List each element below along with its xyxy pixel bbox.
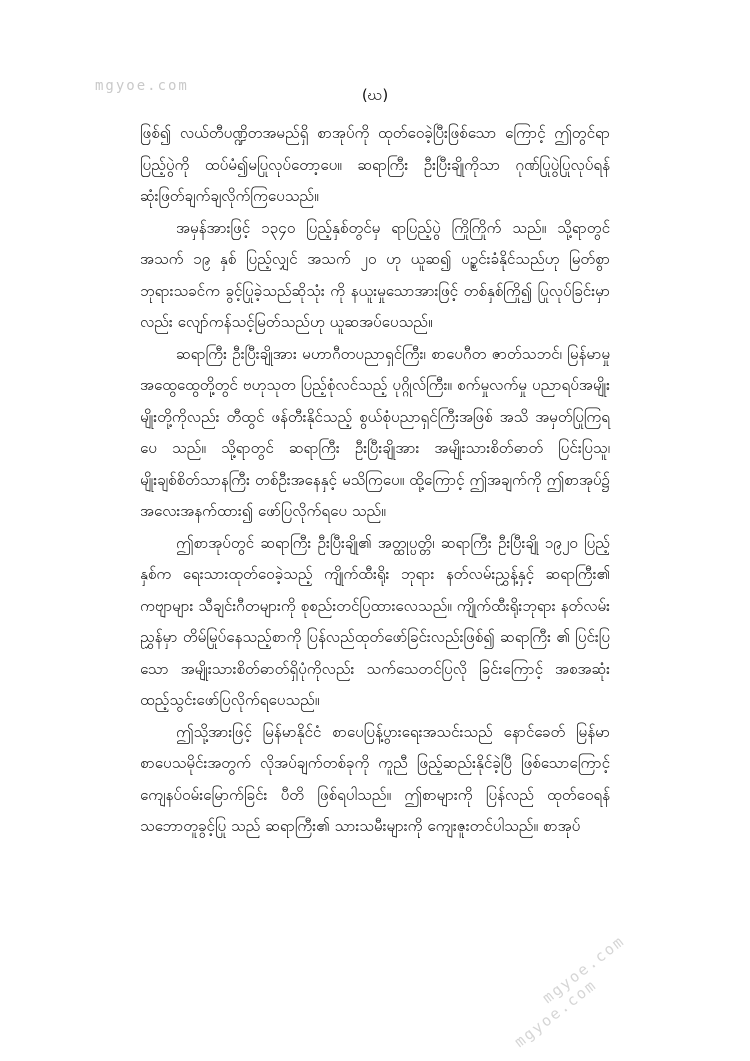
paragraph: ဤစာအုပ်တွင် ဆရာကြီး ဦးပြီးချို၏ အတ္ထုပ္ပတ္တိ၊ ဆရာကြီး ဦးပြီးချို ၁၉၂၀ ပြည့်နှစ်က ရေးသားထုတ်ဝေခဲ့သည့် ကျိုက်ထီးရိုး ဘုရား နတ်လမ်းညွှန့်နှင့် ဆရာကြီး၏ ကဗျာများ သီချင်းဂီတများကို စုစည်းတင်ပြထားလေသည်။ ကျိုက်ထီးရိုးဘုရား နတ်လမ်းညွှန်မှာ တိမ်မြုပ်နေသည့်စာကို ပြန်လည်ထုတ်ဖော်ခြင်းလည်းဖြစ်၍ ဆရာကြီး ၏ ပြင်းပြသော အမျိုးသားစိတ်ဓာတ်ရှိပုံကိုလည်း သက်သေတင်ပြလို ခြင်းကြောင့် အစအဆုံး ထည့်သွင်းဖော်ပြလိုက်ရပေသည်။: [140, 533, 610, 709]
body-text: [140, 118, 610, 843]
watermark-bottom-line-2: mgyoe.com: [510, 975, 601, 1051]
paragraph: အမှန်အားဖြင့် ၁၃၄၀ ပြည့်နှစ်တွင်မှ ရာပြည့်ပွဲ ကြိုကြိုက် သည်။ သို့ရာတွင် အသက် ၁၉ နှစ် ပြည့်လျှင် အသက် ၂၀ ဟု ယူဆ၍ ပဉ္စင်းခံနိုင်သည်ဟု မြတ်စွာ ဘုရားသခင်က ခွင့်ပြုခဲ့သည်ဆိုသုံး ကို နယူးမှုသောအားဖြင့် တစ်နှစ်ကြို၍ ပြုလုပ်ခြင်းမှာလည်း လျော်ကန်သင့်မြတ်သည်ဟု ယူဆအပ်ပေသည်။: [140, 218, 610, 331]
watermark-top: mgyoe.com: [95, 78, 189, 94]
paragraph: ဖြစ်၍ လယ်တီပဏ္ဍိတအမည်ရှိ စာအုပ်ကို ထုတ်ဝေခဲ့ပြီးဖြစ်သော ကြောင့် ဤတွင်ရာပြည့်ပွဲကို ထပ်မံ၍မပြုလုပ်တော့ပေ။ ဆရာကြီး ဦးပြီးချိုကိုသာ ဂုဏ်ပြုပွဲပြုလုပ်ရန် ဆုံးဖြတ်ချက်ချလိုက်ကြပေသည်။: [140, 124, 610, 205]
page-number: (ဃ): [361, 86, 389, 104]
paragraph: ဆရာကြီး ဦးပြီးချိုအား မဟာဂီတပညာရှင်ကြီး၊ စာပေဂီတ ဇာတ်သဘင်၊ မြန်မာမှုအထွေထွေတို့တွင် ဗဟုသုတ ပြည့်စုံလင်သည့် ပုဂ္ဂိုလ်ကြီး။ စက်မှုလက်မှု ပညာရပ်အမျိုးမျိုးတို့ကိုလည်း တီထွင် ဖန်တီးနိုင်သည့် စွယ်စုံပညာရှင်ကြီးအဖြစ် အသိ အမှတ်ပြုကြရပေ သည်။ သို့ရာတွင် ဆရာကြီး ဦးပြီးချိုအား အမျိုးသားစိတ်ဓာတ် ပြင်းပြသူ၊ မျိုးချစ်စိတ်သာနကြီး တစ်ဦးအနေနှင့် မသိကြပေ။ ထို့ကြောင့် ဤအချက်ကို ဤစာအုပ်၌ အလေးအနက်ထား၍ ဖော်ပြလိုက်ရပေ သည်။: [140, 344, 610, 520]
watermark-bottom-line-1: mgyoe.com: [538, 931, 629, 1007]
watermark-bottom: [510, 901, 750, 1051]
paragraph: ဤသို့အားဖြင့် မြန်မာနိုင်ငံ စာပေပြန့်ပွားရေးအသင်းသည် နောင်ခေတ် မြန်မာစာပေသမိုင်းအတွက် လိုအပ်ချက်တစ်ခုကို ကူညီ ဖြည့်ဆည်းနိုင်ခဲ့ပြီ ဖြစ်သောကြောင့် ကျေနပ်ဝမ်းမြောက်ခြင်း ပီတိ ဖြစ်ရပါသည်။ ဤစာများကို ပြန်လည် ထုတ်ဝေရန် သဘောတူခွင့်ပြု သည် ဆရာကြီး၏ သားသမီးများကို ကျေးဇူးတင်ပါသည်။ စာအုပ်: [140, 722, 610, 835]
